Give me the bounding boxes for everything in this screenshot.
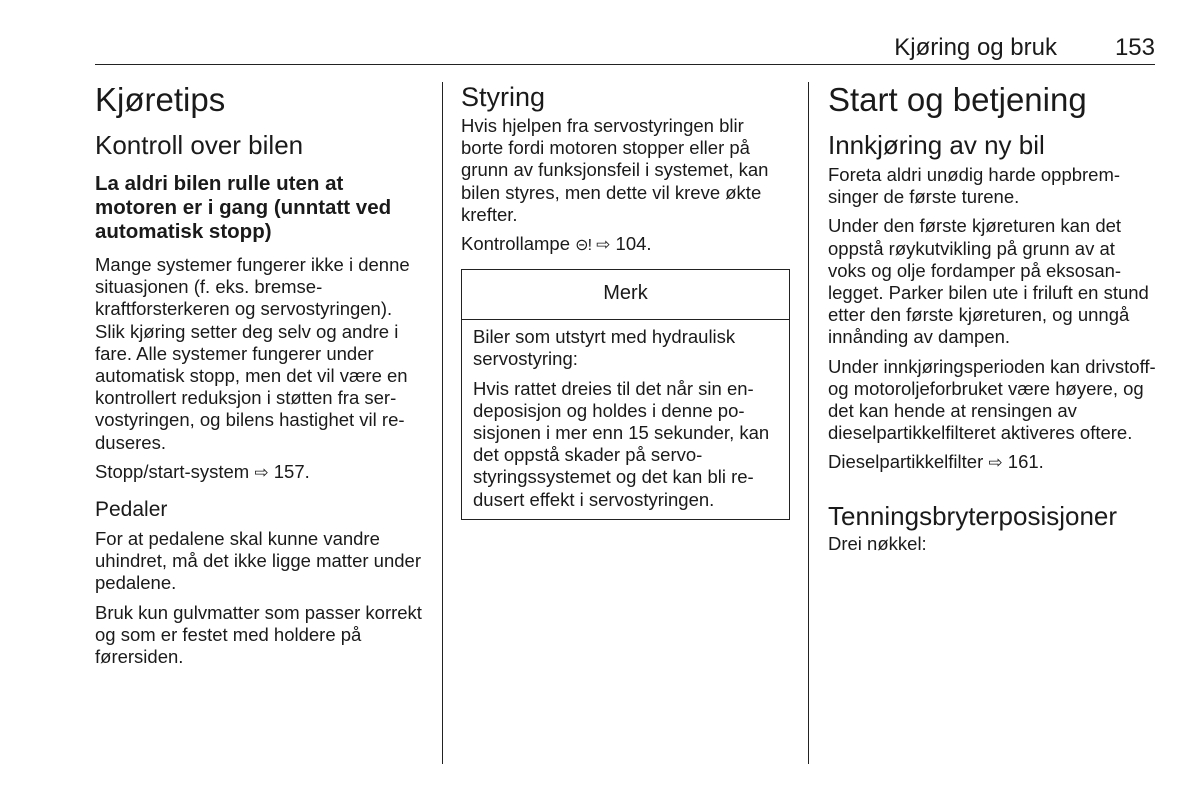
page-reference-icon: ⇨ <box>988 453 1003 473</box>
paragraph: Drei nøkkel: <box>828 532 927 554</box>
note-box <box>461 269 790 520</box>
section-title-ignition-positions: Tenningsbryterposisjoner <box>828 500 1118 531</box>
page-header <box>95 30 1155 65</box>
paragraph: Hvis hjelpen fra servostyringen blir borte fordi motoren stopper eller på grunn av funksjonsfeil i systemet, kan bilen styres, men dette vil kreve økte krefter. <box>461 115 769 225</box>
paragraph: Under innkjøringsperioden kan drivstoff- og motoroljeforbruket være høyere, og det kan hende at rensingen av dieselpartikkelfilteret aktiveres oftere. <box>828 355 1156 444</box>
cross-reference <box>828 451 1158 474</box>
page-reference-icon: ⇨ <box>254 462 269 482</box>
paragraph: Under den første kjøreturen kan det oppstå røykutvikling på grunn av at voks og olje fordamper på eksosanlegget. Parker bilen ute i friluft en stund etter den første kjøreturen, og unngå innånding av dampen. <box>828 215 1149 348</box>
note-title: Merk <box>462 270 789 320</box>
section-title-pedals: Pedaler <box>95 498 168 522</box>
reference-text: Dieselpartikkelfilter <box>828 451 984 473</box>
note-paragraph: Hvis rattet dreies til det når sin endeposisjon og holdes i denne posisjonen i mer enn 15 sekunder, kan det oppstå skader på servostyringssystemet og det kan bli redusert effekt i servostyringen. <box>473 377 770 510</box>
reference-text: Stopp/start-system <box>95 460 250 482</box>
column-middle <box>461 82 791 520</box>
paragraph: For at pedalene skal kunne vandre uhindret, må det ikke ligge matter under pedalene. <box>95 528 421 594</box>
section-title-breaking-in: Innkjøring av ny bil <box>828 130 1045 160</box>
page-number: 153 <box>1114 34 1155 61</box>
header-section-title: Kjøring og bruk <box>894 34 1057 61</box>
column-divider-right <box>808 82 809 764</box>
warning-heading: La aldri bilen rulle uten at motoren er i gang (unntatt ved automatisk stopp) <box>95 172 392 243</box>
column-right <box>828 82 1158 562</box>
page-reference-icon: ⇨ <box>596 235 611 255</box>
steering-warning-lamp-icon: ⊝! <box>575 237 592 255</box>
cross-reference <box>95 461 427 484</box>
reference-page: 104. <box>615 233 652 255</box>
reference-text: Kontrollampe <box>461 233 571 255</box>
chapter-title-start-operation: Start og betjening <box>828 81 1087 118</box>
paragraph: Foreta aldri unødig harde oppbremsinger de første turene. <box>828 164 1121 208</box>
cross-reference <box>461 233 791 257</box>
note-paragraph: Biler som utstyrt med hydraulisk servostyring: <box>473 326 736 370</box>
section-title-vehicle-control: Kontroll over bilen <box>95 130 304 160</box>
paragraph: Bruk kun gulvmatter som passer korrekt og som er festet med holdere på førersiden. <box>95 601 422 668</box>
section-title-steering: Styring <box>461 82 546 112</box>
column-left <box>95 82 427 675</box>
column-divider-left <box>442 82 443 764</box>
reference-page: 161. <box>1007 451 1044 473</box>
chapter-title-driving-tips: Kjøretips <box>95 81 226 118</box>
note-body <box>462 320 789 519</box>
reference-page: 157. <box>273 460 310 482</box>
paragraph: Mange systemer fungerer ikke i denne situasjonen (f. eks. bremsekraftforsterkeren og servostyringen). Slik kjøring setter deg selv og andre i fare. Alle systemer fungerer under automatisk stopp, men det vil være en kontrollert reduksjon i støtten fra servostyringen, og bilens hastighet vil reduseres. <box>95 254 410 453</box>
